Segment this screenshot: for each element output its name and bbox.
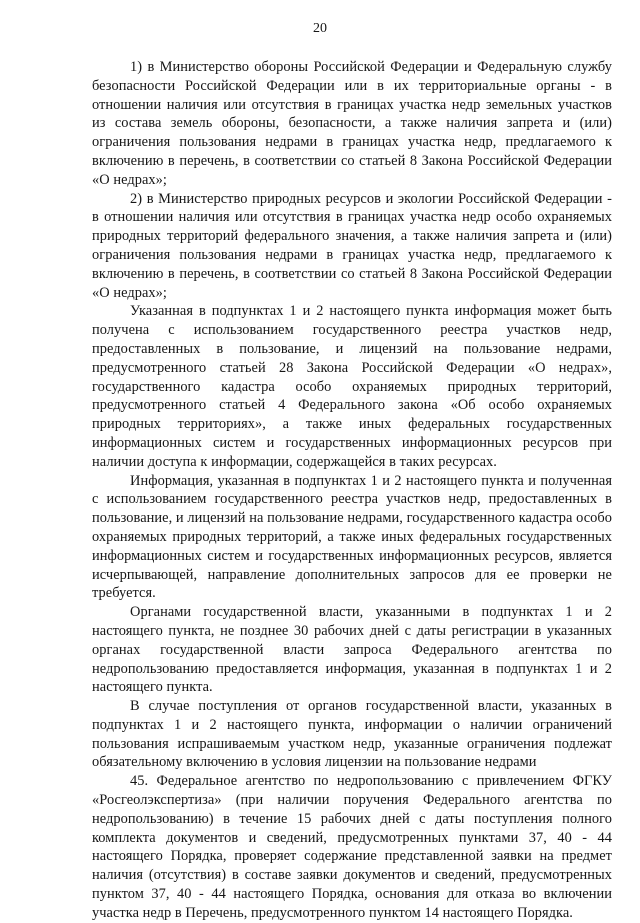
paragraph-response-deadline: Органами государственной власти, указанными в подпунктах 1 и 2 настоящего пункта, не позднее 30 рабочих дней с даты регистрации в указанных органах государственной власти запроса Федерального агентства по недропользованию предоставляется информация, указанная в подпунктах 1 и 2 настоящего пункта. <box>92 604 612 696</box>
paragraph-ministry-of-natural-resources: 2) в Министерство природных ресурсов и экологии Российской Федерации - в отношении наличия или отсутствия в границах участка недр особо охраняемых природных территорий федерального значения, а также наличия запрета и (или) ограничения пользования недрами в границах участка недр, предлагаемого к включению в перечень, в соответствии со статьей 8 Закона Российской Федерации «О недрах»; <box>92 190 612 301</box>
paragraph-restrictions: В случае поступления от органов государственной власти, указанных в подпунктах 1 и 2 настоящего пункта, информации о наличии ограничений пользования испрашиваемым участком недр, указанные ограничения подлежат обязательному включению в условия лицензии на пользование недрами <box>92 698 612 771</box>
document-body <box>92 58 612 923</box>
paragraph-information-sources: Указанная в подпунктах 1 и 2 настоящего пункта информация может быть получена с использованием государственного реестра участков недр, предоставленных в пользование, и лицензий на пользование недрами, предусмотренного статьей 28 Закона Российской Федерации «О недрах», государственного кадастра особо охраняемых природных территорий, предусмотренного статьей 4 Федерального закона «Об особо охраняемых природных территориях», а также иных федеральных государственных информационных систем и государственных информационных ресурсов при наличии доступа к информации, содержащейся в таких ресурсах. <box>92 303 612 470</box>
page-number: 20 <box>313 21 327 36</box>
paragraph-ministry-of-defense: 1) в Министерство обороны Российской Федерации и Федеральную службу безопасности Российской Федерации или в их территориальные органы - в отношении наличия или отсутствия в границах участка недр земельных участков из состава земель обороны, безопасности, а также наличия запрета и (или) ограничения пользования недрами в границах участка недр, предлагаемого к включению в перечень, в соответствии со статьей 8 Закона Российской Федерации «О недрах»; <box>92 59 612 188</box>
paragraph-item-45: 45. Федеральное агентство по недропользованию с привлечением ФГКУ «Росгеолэкспертиза» (при наличии поручения Федерального агентства по недропользованию) в течение 15 рабочих дней с даты поступления полного комплекта документов и сведений, предусмотренных пунктами 37, 40 - 44 настоящего Порядка, проверяет содержание представленной заявки на предмет наличия (отсутствия) в составе заявки документов и сведений, предусмотренных пунктом 37, 40 - 44 настоящего Порядка, основания для отказа во включении участка недр в Перечень, предусмотренного пунктом 14 настоящего Порядка. <box>92 773 612 921</box>
paragraph-information-exhaustive: Информация, указанная в подпунктах 1 и 2 настоящего пункта и полученная с использованием государственного реестра участков недр, предоставленных в пользование, и лицензий на пользование недрами, государственного кадастра особо охраняемых природных территорий, а также иных федеральных государственных информационных систем и государственных информационных ресурсов, является исчерпывающей, направление дополнительных запросов для ее проверки не требуется. <box>92 472 612 602</box>
